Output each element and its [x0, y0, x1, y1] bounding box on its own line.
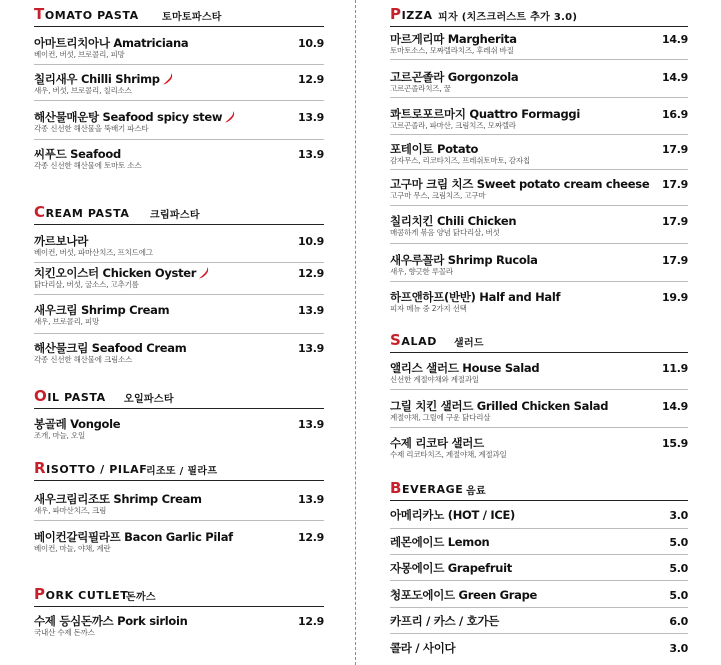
item-separator: [390, 205, 688, 206]
item-desc: 새우, 파마산치즈, 크림: [34, 506, 107, 515]
section-title: RISOTTO / PILAF: [34, 459, 148, 477]
menu-item: [34, 492, 324, 516]
item-desc: 각종 신선한 해산물에 크림소스: [34, 355, 133, 364]
item-name: [34, 72, 324, 86]
menu-item: [390, 561, 688, 575]
item-name: 아메리카노 (HOT / ICE): [390, 508, 515, 522]
item-desc: 수제 리코타치즈, 계절야채, 계절과일: [390, 450, 507, 459]
menu-item: [34, 303, 324, 327]
item-desc: 베이컨, 마늘, 야채, 계란: [34, 544, 111, 553]
item-price: 15.9: [662, 437, 688, 450]
item-price: 16.9: [662, 108, 688, 121]
section-beverage: [390, 478, 688, 501]
item-name: [34, 110, 324, 124]
item-price: 13.9: [298, 493, 324, 506]
menu-item: [390, 641, 688, 655]
section-header: [34, 4, 324, 27]
menu-item: [390, 214, 688, 238]
item-desc: 고구마 무스, 크림치즈, 고구마: [390, 191, 486, 200]
section-title: SALAD: [390, 331, 437, 349]
item-name: 포테이토 Potato: [390, 142, 479, 156]
item-desc: 토마토소스, 모짜렐라치즈, 후레쉬 바질: [390, 46, 514, 55]
section-header: [34, 202, 324, 225]
item-price: 5.0: [669, 562, 688, 575]
item-name: 콜라 / 사이다: [390, 641, 456, 655]
menu-item: [390, 614, 688, 628]
item-price: 13.9: [298, 342, 324, 355]
item-separator: [390, 633, 688, 634]
item-price: 10.9: [298, 235, 324, 248]
item-price: 12.9: [298, 73, 324, 86]
item-name: 앨리스 샐러드 House Salad: [390, 361, 540, 375]
section-title: OIL PASTA: [34, 387, 106, 405]
menu-item: [390, 361, 688, 385]
item-price: 13.9: [298, 418, 324, 431]
item-separator: [390, 169, 688, 170]
item-price: 14.9: [662, 33, 688, 46]
section-oil-pasta: [34, 386, 324, 409]
menu-item: [390, 436, 688, 460]
item-price: 12.9: [298, 531, 324, 544]
item-price: 14.9: [662, 71, 688, 84]
item-separator: [390, 528, 688, 529]
section-subtitle: 음료: [466, 486, 486, 497]
item-name-text: 칠리새우 Chilli Shrimp: [34, 72, 160, 86]
item-price: 17.9: [662, 143, 688, 156]
section-header: [34, 584, 324, 607]
item-price: 13.9: [298, 304, 324, 317]
item-name: 고구마 크림 치즈 Sweet potato cream cheese: [390, 177, 650, 191]
item-name: 하프앤하프(반반) Half and Half: [390, 290, 561, 304]
section-header: [390, 4, 688, 27]
section-subtitle: 샐러드: [454, 338, 484, 349]
chili-pepper-icon: [225, 111, 235, 123]
item-separator: [390, 427, 688, 428]
item-separator: [390, 580, 688, 581]
menu-item: [34, 72, 324, 96]
menu-item: [34, 234, 324, 258]
item-separator: [390, 281, 688, 282]
item-price: 5.0: [669, 589, 688, 602]
menu-item: [390, 142, 688, 166]
section-header: [34, 458, 324, 481]
item-desc: 계절야채, 그릴에 구운 닭다리살: [390, 413, 491, 422]
menu-item: [390, 535, 688, 549]
item-separator: [34, 520, 324, 521]
item-price: 19.9: [662, 291, 688, 304]
menu-item: [34, 110, 324, 134]
item-price: 13.9: [298, 111, 324, 124]
item-price: 3.0: [669, 509, 688, 522]
chili-pepper-icon: [199, 267, 209, 279]
item-separator: [34, 294, 324, 295]
section-header: [390, 478, 688, 501]
item-price: 17.9: [662, 178, 688, 191]
item-separator: [390, 243, 688, 244]
item-name: 고르곤졸라 Gorgonzola: [390, 70, 519, 84]
item-name: 레몬에이드 Lemon: [390, 535, 490, 549]
menu-item: [390, 508, 688, 522]
item-desc: 고르곤졸라, 파마산, 크림치즈, 모짜렐라: [390, 121, 516, 130]
item-separator: [390, 607, 688, 608]
item-desc: 매콤하게 볶음 양념 닭다리살, 버섯: [390, 228, 500, 237]
section-cream-pasta: [34, 202, 324, 225]
section-pizza: [390, 4, 688, 27]
item-desc: 새우, 향긋한 루꼴라: [390, 267, 453, 276]
menu-item: [390, 290, 688, 314]
item-desc: 새우, 브로콜리, 피망: [34, 317, 100, 326]
section-header: [34, 386, 324, 409]
menu-item: [390, 253, 688, 277]
item-separator: [390, 97, 688, 98]
menu-item: [390, 70, 688, 94]
item-name: 베이컨갈릭필라프 Bacon Garlic Pilaf: [34, 530, 233, 544]
item-name: 까르보나라: [34, 234, 89, 248]
item-name: 청포도에이드 Green Grape: [390, 588, 538, 602]
menu-item: [390, 32, 688, 56]
item-name: [34, 266, 324, 280]
menu-item: [390, 177, 688, 201]
item-name: 아마트리치아나 Amatriciana: [34, 36, 189, 50]
menu-item: [34, 530, 324, 554]
section-subtitle: 크림파스타: [150, 210, 200, 221]
section-pork-cutlet: [34, 584, 324, 607]
section-title: PORK CUTLET: [34, 585, 129, 603]
item-name: 자몽에이드 Grapefruit: [390, 561, 512, 575]
item-desc: 국내산 수제 돈까스: [34, 628, 95, 637]
section-subtitle: 리조또 / 필라프: [146, 466, 218, 477]
item-name: 해산물크림 Seafood Cream: [34, 341, 187, 355]
item-price: 12.9: [298, 267, 324, 280]
section-risotto-pilaf: [34, 458, 324, 481]
item-name: 콰트로포르마지 Quattro Formaggi: [390, 107, 580, 121]
item-separator: [390, 389, 688, 390]
item-price: 5.0: [669, 536, 688, 549]
item-name: 카프리 / 카스 / 호가든: [390, 614, 500, 628]
chili-pepper-icon: [163, 73, 173, 85]
item-price: 11.9: [662, 362, 688, 375]
item-name: 씨푸드 Seafood: [34, 147, 121, 161]
item-name: 새우크림 Shrimp Cream: [34, 303, 170, 317]
item-name: 수제 리코타 샐러드: [390, 436, 484, 450]
menu-item: [34, 36, 324, 60]
item-price: 17.9: [662, 254, 688, 267]
menu-item: [34, 341, 324, 365]
section-title: PIZZA: [390, 5, 433, 23]
section-subtitle: 피자 (치즈크러스트 추가 3.0): [438, 12, 578, 23]
item-price: 6.0: [669, 615, 688, 628]
section-subtitle: 오일파스타: [124, 394, 174, 405]
item-desc: 닭다리살, 버섯, 굴소스, 고추기름: [34, 280, 139, 289]
item-desc: 피자 메뉴 중 2가지 선택: [390, 304, 467, 313]
item-desc: 신선한 계절야채와 계절과일: [390, 375, 479, 384]
item-price: 17.9: [662, 215, 688, 228]
section-tomato-pasta: [34, 4, 324, 27]
section-subtitle: 토마토파스타: [162, 12, 222, 23]
menu-item: [34, 417, 324, 441]
item-name: 새우루꼴라 Shrimp Rucola: [390, 253, 538, 267]
item-name: 수제 등심돈까스 Pork sirloin: [34, 614, 188, 628]
item-name: 그릴 치킨 샐러드 Grilled Chicken Salad: [390, 399, 609, 413]
section-title: TOMATO PASTA: [34, 5, 139, 23]
item-desc: 각종 신선한 해산물에 토마토 소스: [34, 161, 142, 170]
item-desc: 각종 신선한 해산물을 뚝배기 파스타: [34, 124, 149, 133]
menu-item: [390, 588, 688, 602]
section-salad: [390, 330, 688, 353]
item-separator: [34, 64, 324, 65]
item-separator: [390, 134, 688, 135]
section-title: BEVERAGE: [390, 479, 464, 497]
item-price: 13.9: [298, 148, 324, 161]
item-name: 새우크림리조또 Shrimp Cream: [34, 492, 202, 506]
item-name: 마르게리따 Margherita: [390, 32, 517, 46]
item-price: 10.9: [298, 37, 324, 50]
item-price: 3.0: [669, 642, 688, 655]
item-desc: 베이컨, 버섯, 파마산치즈, 프치드에그: [34, 248, 153, 257]
menu-item: [34, 147, 324, 171]
item-desc: 조개, 마늘, 오일: [34, 431, 86, 440]
menu-item: [390, 399, 688, 423]
item-desc: 고르곤졸라치즈, 꿀: [390, 84, 451, 93]
item-name-text: 해산물매운탕 Seafood spicy stew: [34, 110, 223, 124]
item-price: 12.9: [298, 615, 324, 628]
section-title: CREAM PASTA: [34, 203, 130, 221]
item-separator: [34, 139, 324, 140]
item-separator: [390, 554, 688, 555]
item-desc: 새우, 버섯, 브로콜리, 칠리소스: [34, 86, 132, 95]
item-separator: [34, 100, 324, 101]
item-desc: 감자무스, 리코타치즈, 프레쉬토마토, 감자칩: [390, 156, 530, 165]
item-separator: [34, 262, 324, 263]
item-name: 봉골레 Vongole: [34, 417, 121, 431]
section-subtitle: 돈까스: [126, 592, 156, 603]
item-separator: [390, 59, 688, 60]
section-header: [390, 330, 688, 353]
item-name: 칠리치킨 Chili Chicken: [390, 214, 517, 228]
item-price: 14.9: [662, 400, 688, 413]
item-desc: 베이컨, 버섯, 브로콜리, 피망: [34, 50, 125, 59]
menu-item: [390, 107, 688, 131]
item-name-text: 치킨오이스터 Chicken Oyster: [34, 266, 197, 280]
menu-item: [34, 614, 324, 638]
column-divider: [355, 0, 356, 665]
item-separator: [34, 333, 324, 334]
menu-item: [34, 266, 324, 290]
